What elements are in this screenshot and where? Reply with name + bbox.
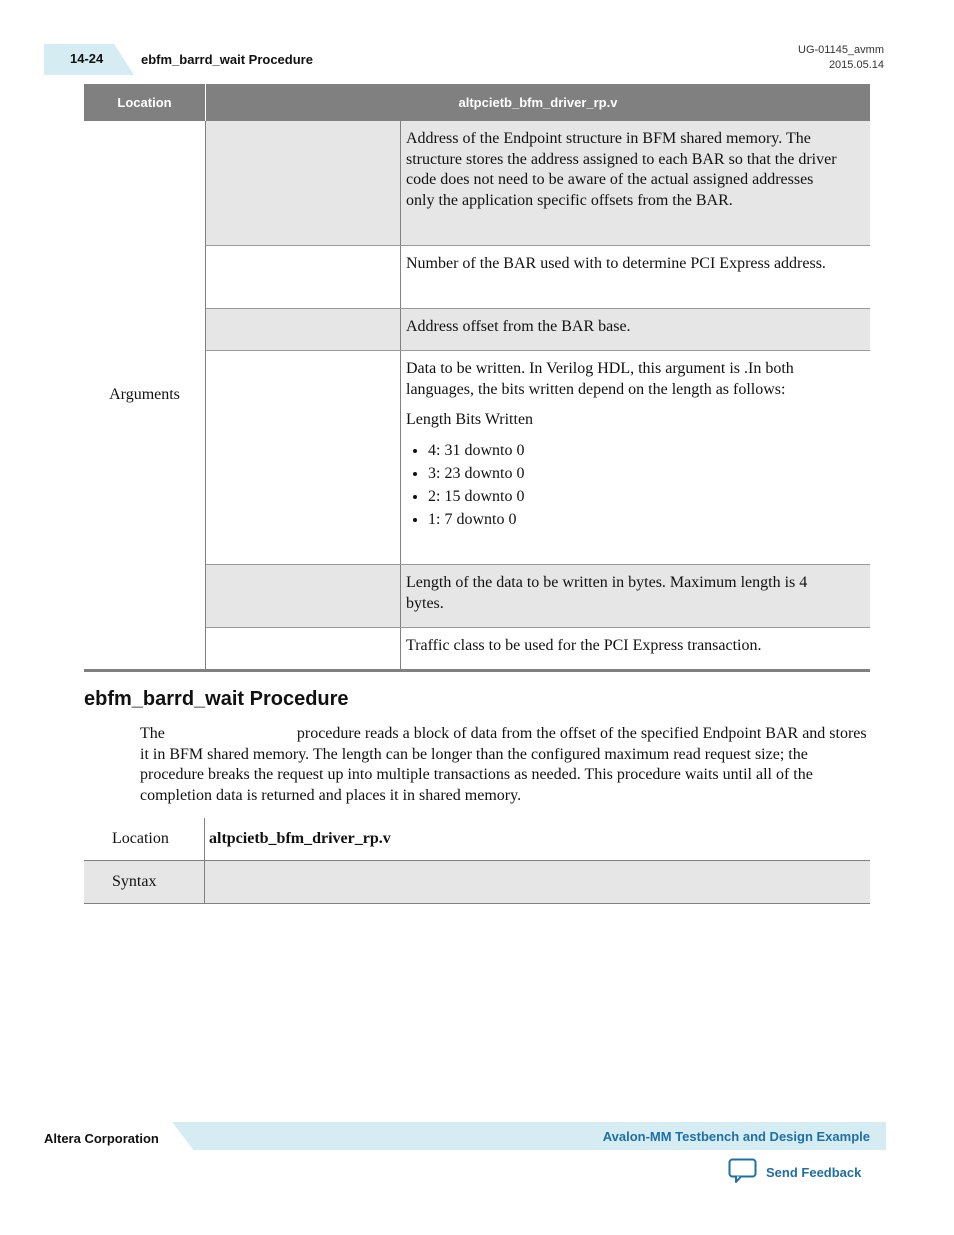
table-row bbox=[206, 565, 870, 628]
argument-desc bbox=[401, 628, 870, 669]
doc-id: UG-01145_avmm bbox=[798, 44, 884, 56]
table-row bbox=[206, 246, 870, 309]
length-bits-list bbox=[406, 439, 840, 531]
section-title: ebfm_barrd_wait Procedure bbox=[84, 688, 349, 710]
para-body: procedure reads a block of data from the offset of the specified Endpoint BAR and stores it in BFM shared memory. The length can be longer than the configured maximum read request size; the procedure breaks the request up into multiple transactions as needed. This procedure waits until all of the completion data is returned and places it in shared memory. bbox=[140, 725, 867, 804]
argument-desc-text: Address of the Endpoint structure in BFM shared memory. The structure stores the address assigned to each BAR so that the driver code does not need to be aware of the actual assigned addresses only the application specific offsets from the BAR. bbox=[406, 130, 837, 209]
argument-name-cell bbox=[206, 351, 401, 564]
arguments-table bbox=[84, 84, 870, 672]
page-number: 14-24 bbox=[70, 51, 104, 66]
send-feedback-label: Send Feedback bbox=[766, 1165, 862, 1180]
list-item: • 1: 7 downto 0 bbox=[428, 508, 840, 531]
table-row bbox=[206, 351, 870, 565]
footer-doc-link[interactable]: Avalon-MM Testbench and Design Example bbox=[602, 1129, 870, 1144]
table-header bbox=[84, 84, 870, 121]
argument-desc-text: Traffic class to be used for the PCI Express transaction. bbox=[406, 637, 762, 654]
length-bits-heading: Length Bits Written bbox=[406, 411, 534, 428]
feedback-icon bbox=[728, 1158, 758, 1187]
syntax-value bbox=[205, 861, 870, 903]
footer-company: Altera Corporation bbox=[44, 1131, 159, 1146]
table-row bbox=[206, 628, 870, 669]
doc-meta bbox=[798, 43, 884, 73]
argument-name-cell bbox=[206, 246, 401, 308]
doc-date: 2015.05.14 bbox=[828, 59, 884, 71]
argument-desc-text: Address offset from the BAR base. bbox=[406, 318, 631, 335]
argument-desc bbox=[401, 121, 870, 245]
syntax-label: Syntax bbox=[84, 861, 205, 903]
argument-desc bbox=[401, 351, 870, 564]
section-paragraph bbox=[140, 724, 870, 806]
header-location: Location bbox=[84, 84, 206, 121]
table-row bbox=[84, 818, 870, 861]
argument-name-cell bbox=[206, 309, 401, 350]
table-row bbox=[84, 861, 870, 904]
header-title: ebfm_barrd_wait Procedure bbox=[141, 52, 313, 67]
argument-desc-text: Number of the BAR used with to determine PCI Express address. bbox=[406, 255, 826, 272]
argument-name-cell bbox=[206, 628, 401, 669]
header-file: altpcietb_bfm_driver_rp.v bbox=[458, 95, 618, 110]
location-label: Location bbox=[84, 818, 205, 860]
argument-desc-text: Length of the data to be written in bytes. Maximum length is 4 bytes. bbox=[406, 574, 808, 612]
para-intro: The bbox=[140, 725, 165, 742]
argument-desc bbox=[401, 246, 870, 308]
argument-desc bbox=[401, 309, 870, 350]
table-body bbox=[84, 121, 870, 672]
location-syntax-table bbox=[84, 818, 870, 904]
argument-desc-text: Data to be written. In Verilog HDL, this argument is .In both languages, the bits written depend on the length as follows: bbox=[406, 360, 794, 398]
send-feedback-button[interactable] bbox=[728, 1158, 861, 1187]
argument-name-cell bbox=[206, 121, 401, 245]
list-item: • 2: 15 downto 0 bbox=[428, 485, 840, 508]
list-item: • 4: 31 downto 0 bbox=[428, 439, 840, 462]
location-value: altpcietb_bfm_driver_rp.v bbox=[209, 830, 391, 847]
argument-rows bbox=[206, 121, 870, 669]
table-row bbox=[206, 121, 870, 246]
list-item: • 3: 23 downto 0 bbox=[428, 462, 840, 485]
argument-desc bbox=[401, 565, 870, 627]
argument-name-cell bbox=[206, 565, 401, 627]
table-row bbox=[206, 309, 870, 351]
arguments-label: Arguments bbox=[84, 121, 206, 669]
